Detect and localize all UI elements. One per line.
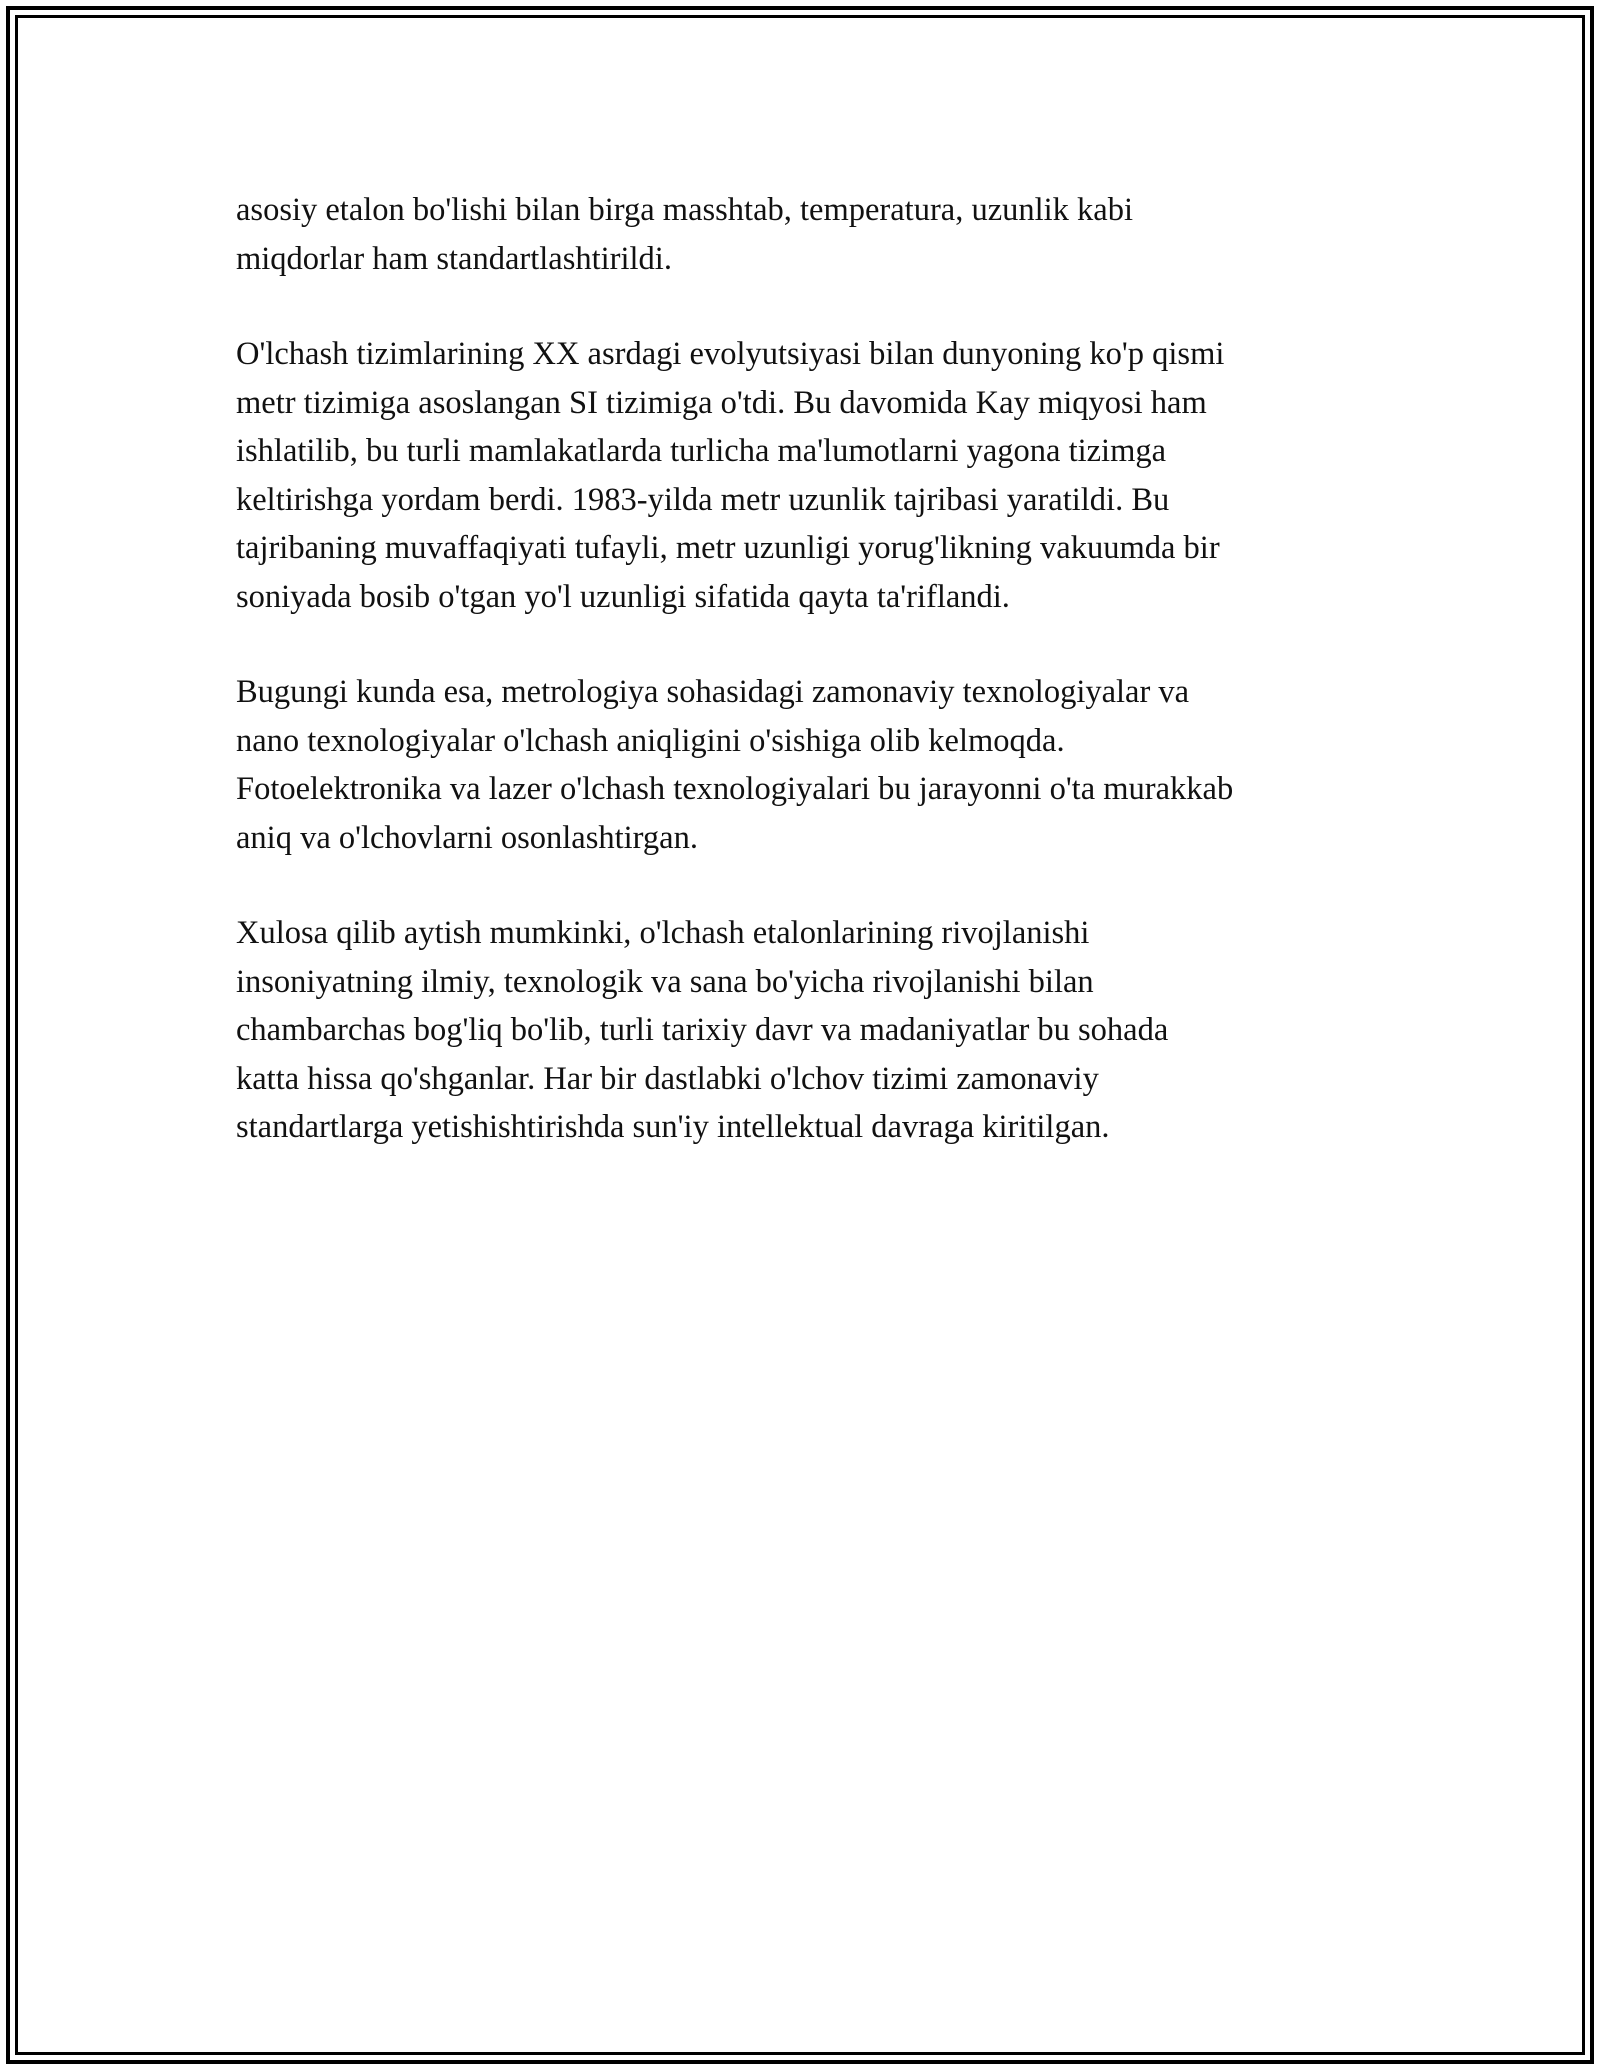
document-body: [236, 186, 1376, 1199]
paragraph-modern-metrology: [236, 668, 1376, 862]
text-line: soniyada bosib o'tgan yo'l uzunligi sifatida qayta ta'riflandi.: [236, 578, 1010, 615]
text-line: metr tizimiga asoslangan SI tizimiga o'tdi. Bu davomida Kay miqyosi ham: [236, 384, 1207, 421]
text-line: Fotoelektronika va lazer o'lchash texnologiyalari bu jarayonni o'ta murakkab: [236, 771, 1234, 807]
text-line: Bugungi kunda esa, metrologiya sohasidagi zamonaviy texnologiyalar va: [236, 674, 1190, 710]
text-line: katta hissa qo'shganlar. Har bir dastlabki o'lchov tizimi zamonaviy: [236, 1060, 1099, 1097]
text-line: standartlarga yetishishtirishda sun'iy intellektual davraga kiritilgan.: [236, 1109, 1110, 1145]
text-line: chambarchas bog'liq bo'lib, turli tarixiy davr va madaniyatlar bu sohada: [236, 1012, 1169, 1048]
text-line: O'lchash tizimlarining XX asrdagi evolyutsiyasi bilan dunyoning ko'p qismi: [236, 336, 1225, 372]
text-line: aniq va o'lchovlarni osonlashtirgan.: [236, 819, 698, 856]
paragraph-conclusion: [236, 909, 1376, 1152]
text-line: miqdorlar ham standartlashtirildi.: [236, 240, 672, 277]
text-line: insoniyatning ilmiy, texnologik va sana bo'yicha rivojlanishi bilan: [236, 963, 1094, 1000]
text-line: nano texnologiyalar o'lchash aniqligini o'sishiga olib kelmoqda.: [236, 722, 1065, 759]
paragraph-etalon-standards: [236, 186, 1376, 283]
text-line: ishlatilib, bu turli mamlakatlarda turlicha ma'lumotlarni yagona tizimga: [236, 433, 1167, 469]
paragraph-si-evolution: [236, 330, 1376, 621]
text-line: keltirishga yordam berdi. 1983-yilda metr uzunlik tajribasi yaratildi. Bu: [236, 481, 1170, 518]
text-line: tajribaning muvaffaqiyati tufayli, metr uzunligi yorug'likning vakuumda bir: [236, 530, 1220, 566]
text-line: asosiy etalon bo'lishi bilan birga masshtab, temperatura, uzunlik kabi: [236, 192, 1134, 228]
text-line: Xulosa qilib aytish mumkinki, o'lchash etalonlarining rivojlanishi: [236, 915, 1090, 951]
